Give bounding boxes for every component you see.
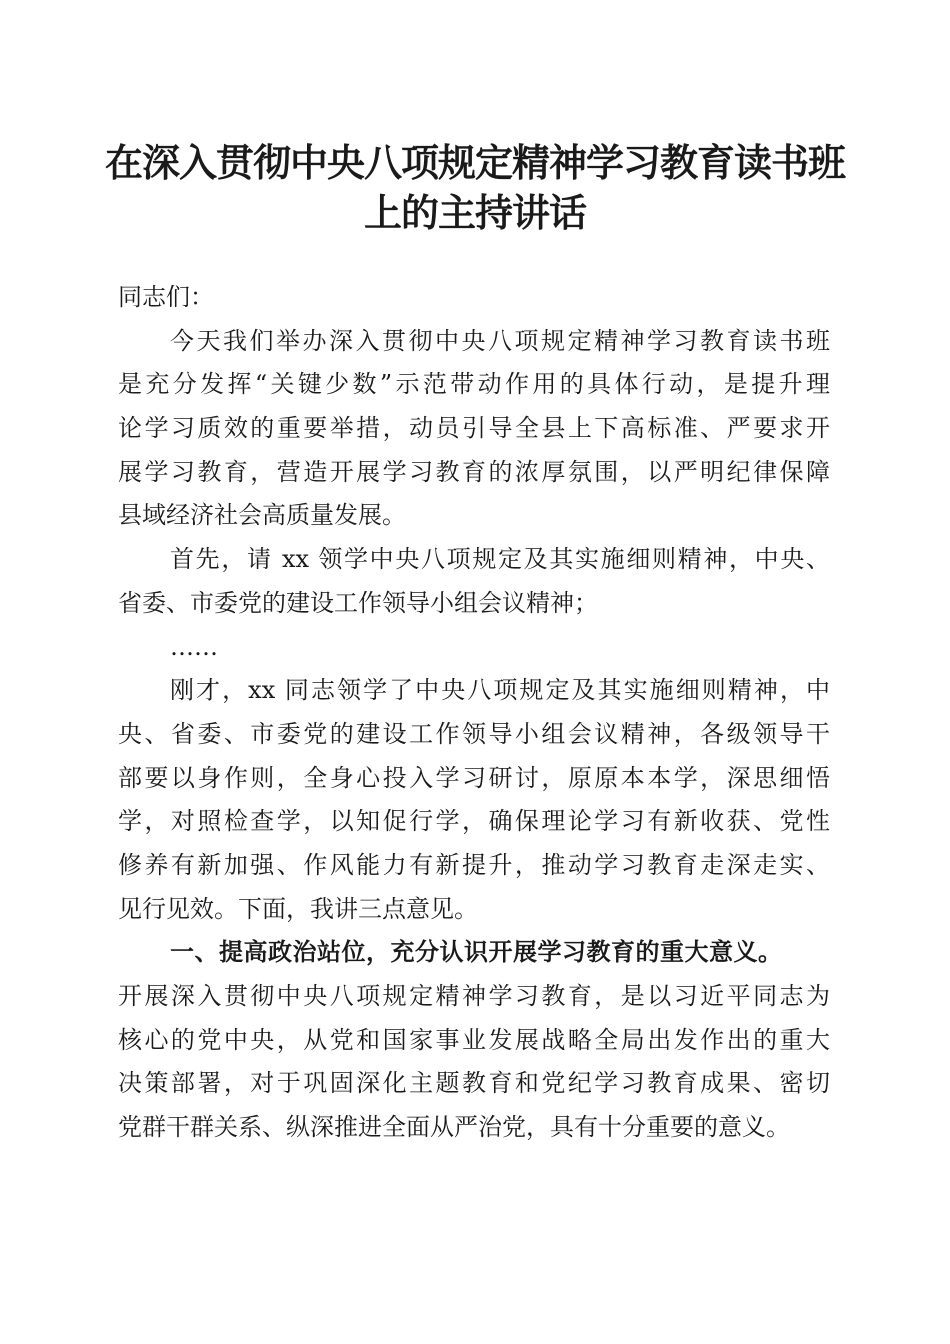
paragraph-2-line: 省委、市委党的建设工作领导小组会议精神； [118,588,598,617]
ellipsis-line: …… [170,632,218,661]
paragraph-1-line: 今天我们举办深入贯彻中央八项规定精神学习教育读书班 [170,326,830,355]
paragraph-1-line: 论学习质效的重要举措，动员引导全县上下高标准、严要求开 [118,414,830,443]
section-paragraph-line: 核心的党中央，从党和国家事业发展战略全局出发作出的重大 [118,1025,830,1054]
paragraph-1-line: 是充分发挥“关键少数”示范带动作用的具体行动，是提升理 [118,370,830,399]
paragraph-3-line: 部要以身作则，全身心投入学习研讨，原原本本学，深思细悟 [118,763,830,792]
paragraph-3-line: 刚才，xx 同志领学了中央八项规定及其实施细则精神，中 [170,676,830,705]
salutation: 同志们： [118,283,214,311]
section-paragraph-line: 党群干群关系、纵深推进全面从严治党，具有十分重要的意义。 [118,1113,790,1142]
paragraph-1-line: 县域经济社会高质量发展。 [118,501,406,530]
section-paragraph-line: 开展深入贯彻中央八项规定精神学习教育，是以习近平同志为 [118,982,830,1010]
document-body [118,276,830,1150]
section-paragraph-line: 决策部署，对于巩固深化主题教育和党纪学习教育成果、密切 [118,1069,830,1098]
paragraph-3-line: 见行见效。下面，我讲三点意见。 [118,894,478,923]
paragraph-2-line: 首先，请 xx 领学中央八项规定及其实施细则精神，中央、 [170,545,830,574]
paragraph-3-line: 学，对照检查学，以知促行学，确保理论学习有新收获、党性 [118,807,830,836]
section-heading: 一、提高政治站位，充分认识开展学习教育的重大意义。 [170,938,783,967]
paragraph-3-line: 央、省委、市委党的建设工作领导小组会议精神，各级领导干 [118,719,830,748]
paragraph-3-line: 修养有新加强、作风能力有新提升，推动学习教育走深走实、 [118,850,830,879]
title-line-1: 在深入贯彻中央八项规定精神学习教育读书班 [104,140,845,185]
document-title [60,138,890,238]
paragraph-1-line: 展学习教育，营造开展学习教育的浓厚氛围，以严明纪律保障 [118,457,830,486]
title-line-2: 上的主持讲话 [363,190,586,235]
